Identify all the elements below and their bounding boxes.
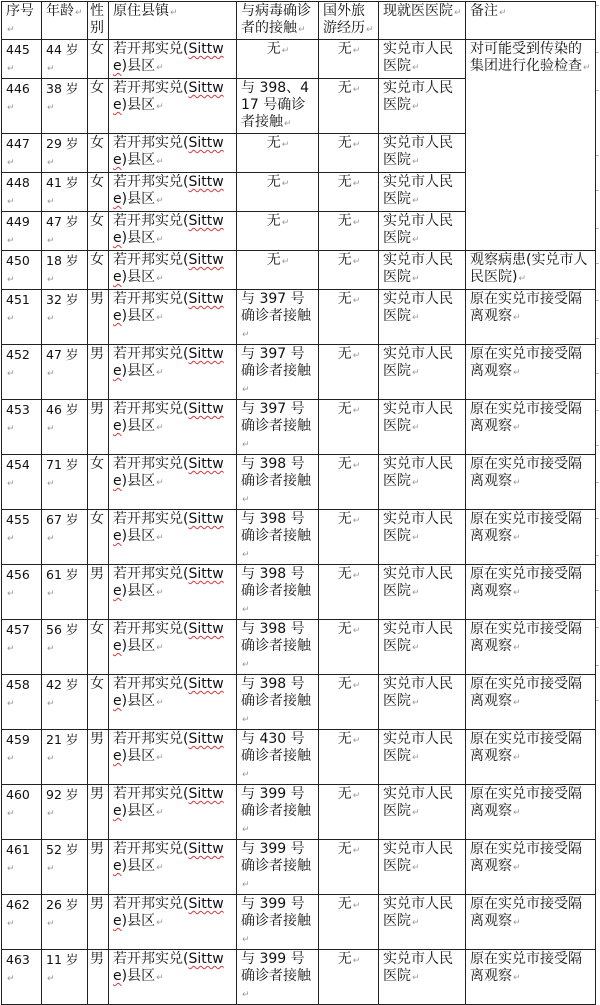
cell-contact: 与 397 号确诊者接触 ↵ [237,400,319,455]
table-row [2,950,596,1005]
cell-contact: 无 ↵ [237,251,319,290]
spellcheck-underline: Sittwe [113,291,224,324]
cell-age: 52 岁 ↵ [42,840,88,895]
cell-hospital: 实兑市人民医院 ↵ [379,950,466,1005]
cell-age: 26 岁 ↵ [42,895,88,950]
cell-town: 若开邦实兑(Sittwe)县区 ↵ [109,895,237,950]
spellcheck-underline: Sittwe [113,41,224,74]
cell-note: 原在实兑市接受隔离观察 ↵ [466,895,596,950]
header-age: 年龄 ↵ [42,2,88,40]
cell-sex: 男 [88,840,109,895]
spellcheck-underline: Sittwe [113,80,224,113]
cell-town: 若开邦实兑(Sittwe)县区 ↵ [109,730,237,785]
cell-no: 448 ↵ [2,173,42,212]
cell-no: 461 ↵ [2,840,42,895]
table-row [2,345,596,400]
cell-travel: 无 ↵ [319,79,379,134]
cell-age: 47 岁 ↵ [42,212,88,251]
edge-tick [596,482,599,483]
cell-contact: 与 399 号确诊者接触 ↵ [237,895,319,950]
cell-travel: 无 ↵ [319,785,379,840]
cell-contact: 与 398 号确诊者接触 ↵ [237,675,319,730]
cell-age: 71 岁 ↵ [42,455,88,510]
cell-hospital: 实兑市人民医院 ↵ [379,134,466,173]
edge-tick [596,555,599,556]
cell-sex: 男 [88,785,109,840]
cell-sex: 女 [88,134,109,173]
cell-no: 451 ↵ [2,290,42,345]
cell-hospital: 实兑市人民医院 ↵ [379,400,466,455]
cell-note: 原在实兑市接受隔离观察 ↵ [466,400,596,455]
cell-no: 453 ↵ [2,400,42,455]
page-edge-marks [595,0,600,737]
cell-sex: 男 [88,565,109,620]
header-hospital: 现就医医院 ↵ [379,2,466,40]
table-row [2,455,596,510]
cell-no: 447 ↵ [2,134,42,173]
case-table [1,1,596,1005]
cell-town: 若开邦实兑(Sittwe)县区 ↵ [109,675,237,730]
cell-contact: 与 398 号确诊者接触 ↵ [237,510,319,565]
cell-no: 449 ↵ [2,212,42,251]
cell-town: 若开邦实兑(Sittwe)县区 ↵ [109,134,237,173]
cell-sex: 女 [88,510,109,565]
edge-tick [596,52,599,53]
cell-no: 460 ↵ [2,785,42,840]
cell-no: 452 ↵ [2,345,42,400]
spellcheck-underline: Sittwe [113,174,224,207]
cell-town: 若开邦实兑(Sittwe)县区 ↵ [109,290,237,345]
edge-tick [596,228,599,229]
cell-town: 若开邦实兑(Sittwe)县区 ↵ [109,212,237,251]
header-no: 序号 ↵ [2,2,42,40]
edge-tick [596,5,599,6]
cell-hospital: 实兑市人民医院 ↵ [379,455,466,510]
header-row [2,2,596,40]
cell-note: 原在实兑市接受隔离观察 ↵ [466,565,596,620]
cell-hospital: 实兑市人民医院 ↵ [379,212,466,251]
cell-hospital: 实兑市人民医院 ↵ [379,173,466,212]
cell-travel: 无 ↵ [319,455,379,510]
cell-age: 61 岁 ↵ [42,565,88,620]
cell-no: 459 ↵ [2,730,42,785]
cell-contact: 与 397 号确诊者接触 ↵ [237,345,319,400]
edge-tick [596,373,599,374]
cell-age: 92 岁 ↵ [42,785,88,840]
cell-age: 41 岁 ↵ [42,173,88,212]
cell-age: 67 岁 ↵ [42,510,88,565]
edge-tick [596,665,599,666]
cell-hospital: 实兑市人民医院 ↵ [379,840,466,895]
cell-travel: 无 ↵ [319,251,379,290]
cell-town: 若开邦实兑(Sittwe)县区 ↵ [109,79,237,134]
cell-no: 455 ↵ [2,510,42,565]
cell-note: 观察病患(实兑市人民医院) ↵ [466,251,596,290]
cell-sex: 女 [88,212,109,251]
spellcheck-underline: Sittwe [113,841,224,874]
cell-age: 21 岁 ↵ [42,730,88,785]
cell-travel: 无 ↵ [319,134,379,173]
edge-tick [596,190,599,191]
edge-tick [596,445,599,446]
header-note: 备注 ↵ [466,2,596,40]
cell-travel: 无 ↵ [319,840,379,895]
header-sex: 性别 [88,2,109,40]
cell-note: 原在实兑市接受隔离观察 ↵ [466,345,596,400]
spellcheck-underline: Sittwe [113,786,224,819]
cell-age: 18 岁 ↵ [42,251,88,290]
cell-contact: 无 ↵ [237,134,319,173]
header-town: 原住县镇 ↵ [109,2,237,40]
cell-travel: 无 ↵ [319,212,379,251]
cell-town: 若开邦实兑(Sittwe)县区 ↵ [109,40,237,79]
cell-no: 458 ↵ [2,675,42,730]
table-row [2,840,596,895]
cell-hospital: 实兑市人民医院 ↵ [379,675,466,730]
cell-hospital: 实兑市人民医院 ↵ [379,565,466,620]
cell-note: 原在实兑市接受隔离观察 ↵ [466,620,596,675]
cell-note: 原在实兑市接受隔离观察 ↵ [466,950,596,1005]
cell-town: 若开邦实兑(Sittwe)县区 ↵ [109,565,237,620]
cell-contact: 无 ↵ [237,173,319,212]
table-row [2,895,596,950]
cell-note: 原在实兑市接受隔离观察 ↵ [466,455,596,510]
edge-tick [596,338,599,339]
cell-hospital: 实兑市人民医院 ↵ [379,895,466,950]
cell-sex: 女 [88,79,109,134]
table-row [2,290,596,345]
cell-travel: 无 ↵ [319,400,379,455]
cell-no: 454 ↵ [2,455,42,510]
cell-travel: 无 ↵ [319,675,379,730]
table-row [2,400,596,455]
cell-hospital: 实兑市人民医院 ↵ [379,79,466,134]
spellcheck-underline: Sittwe [113,566,224,599]
spellcheck-underline: Sittwe [113,213,224,246]
cell-hospital: 实兑市人民医院 ↵ [379,290,466,345]
cell-note: 原在实兑市接受隔离观察 ↵ [466,730,596,785]
cell-contact: 无 ↵ [237,212,319,251]
spellcheck-underline: Sittwe [113,676,224,709]
edge-tick [596,590,599,591]
cell-no: 463 ↵ [2,950,42,1005]
cell-note: 原在实兑市接受隔离观察 ↵ [466,785,596,840]
cell-sex: 女 [88,455,109,510]
spellcheck-underline: Sittwe [113,456,224,489]
cell-hospital: 实兑市人民医院 ↵ [379,40,466,79]
cell-travel: 无 ↵ [319,950,379,1005]
cell-age: 32 岁 ↵ [42,290,88,345]
cell-town: 若开邦实兑(Sittwe)县区 ↵ [109,251,237,290]
cell-hospital: 实兑市人民医院 ↵ [379,345,466,400]
cell-contact: 与 430 号确诊者接触 ↵ [237,730,319,785]
cell-sex: 女 [88,173,109,212]
table-row [2,565,596,620]
cell-travel: 无 ↵ [319,40,379,79]
spellcheck-underline: Sittwe [113,346,224,379]
cell-town: 若开邦实兑(Sittwe)县区 ↵ [109,620,237,675]
header-travel: 国外旅游经历 ↵ [319,2,379,40]
cell-no: 445 ↵ [2,40,42,79]
cell-sex: 男 [88,400,109,455]
spellcheck-underline: Sittwe [113,951,224,984]
cell-travel: 无 ↵ [319,620,379,675]
table-row [2,620,596,675]
cell-age: 47 岁 ↵ [42,345,88,400]
spellcheck-underline: Sittwe [113,135,224,168]
cell-note: 原在实兑市接受隔离观察 ↵ [466,840,596,895]
table-row [2,251,596,290]
table-row [2,40,596,79]
edge-tick [596,518,599,519]
cell-note: 原在实兑市接受隔离观察 ↵ [466,675,596,730]
spellcheck-underline: Sittwe [113,731,224,764]
cell-town: 若开邦实兑(Sittwe)县区 ↵ [109,510,237,565]
cell-no: 457 ↵ [2,620,42,675]
cell-travel: 无 ↵ [319,730,379,785]
cell-contact: 与 398 号确诊者接触 ↵ [237,455,319,510]
cell-age: 29 岁 ↵ [42,134,88,173]
cell-contact: 与 397 号确诊者接触 ↵ [237,290,319,345]
header-contact: 与病毒确诊者的接触 ↵ [237,2,319,40]
cell-town: 若开邦实兑(Sittwe)县区 ↵ [109,840,237,895]
cell-contact: 与 399 号确诊者接触 ↵ [237,785,319,840]
spellcheck-underline: Sittwe [113,401,224,434]
cell-hospital: 实兑市人民医院 ↵ [379,251,466,290]
cell-no: 462 ↵ [2,895,42,950]
edge-tick [596,410,599,411]
cell-town: 若开邦实兑(Sittwe)县区 ↵ [109,400,237,455]
edge-tick [596,263,599,264]
table-row [2,675,596,730]
cell-hospital: 实兑市人民医院 ↵ [379,730,466,785]
cell-travel: 无 ↵ [319,565,379,620]
cell-sex: 女 [88,40,109,79]
spellcheck-underline: Sittwe [113,621,224,654]
cell-town: 若开邦实兑(Sittwe)县区 ↵ [109,345,237,400]
cell-no: 450 ↵ [2,251,42,290]
cell-travel: 无 ↵ [319,290,379,345]
spellcheck-underline: Sittwe [113,896,224,929]
cell-contact: 与 398、417 号确诊者接触 ↵ [237,79,319,134]
cell-sex: 男 [88,950,109,1005]
cell-age: 56 岁 ↵ [42,620,88,675]
cell-sex: 女 [88,675,109,730]
cell-travel: 无 ↵ [319,345,379,400]
cell-age: 42 岁 ↵ [42,675,88,730]
cell-travel: 无 ↵ [319,510,379,565]
cell-age: 44 岁 ↵ [42,40,88,79]
edge-tick [596,155,599,156]
cell-note: 原在实兑市接受隔离观察 ↵ [466,510,596,565]
cell-town: 若开邦实兑(Sittwe)县区 ↵ [109,455,237,510]
cell-contact: 与 399 号确诊者接触 ↵ [237,950,319,1005]
cell-age: 11 岁 ↵ [42,950,88,1005]
cell-hospital: 实兑市人民医院 ↵ [379,620,466,675]
cell-town: 若开邦实兑(Sittwe)县区 ↵ [109,785,237,840]
cell-age: 46 岁 ↵ [42,400,88,455]
spellcheck-underline: Sittwe [113,511,224,544]
edge-tick [596,300,599,301]
cell-contact: 与 399 号确诊者接触 ↵ [237,840,319,895]
cell-sex: 男 [88,730,109,785]
cell-no: 446 ↵ [2,79,42,134]
cell-no: 456 ↵ [2,565,42,620]
cell-hospital: 实兑市人民医院 ↵ [379,785,466,840]
cell-sex: 男 [88,895,109,950]
cell-sex: 男 [88,345,109,400]
cell-contact: 与 398 号确诊者接触 ↵ [237,565,319,620]
edge-tick [596,627,599,628]
cell-note: 原在实兑市接受隔离观察 ↵ [466,290,596,345]
cell-sex: 男 [88,290,109,345]
cell-contact: 与 398 号确诊者接触 ↵ [237,620,319,675]
cell-hospital: 实兑市人民医院 ↵ [379,510,466,565]
table-row [2,730,596,785]
cell-town: 若开邦实兑(Sittwe)县区 ↵ [109,173,237,212]
cell-sex: 女 [88,251,109,290]
cell-travel: 无 ↵ [319,173,379,212]
edge-tick [596,700,599,701]
cell-note-merged: 对可能受到传染的集团进行化验检查 ↵ [466,40,596,251]
table-row [2,785,596,840]
cell-contact: 无 ↵ [237,40,319,79]
cell-sex: 女 [88,620,109,675]
table-row [2,510,596,565]
spellcheck-underline: Sittwe [113,252,224,285]
cell-town: 若开邦实兑(Sittwe)县区 ↵ [109,950,237,1005]
edge-tick [596,90,599,91]
cell-travel: 无 ↵ [319,895,379,950]
cell-age: 38 岁 ↵ [42,79,88,134]
